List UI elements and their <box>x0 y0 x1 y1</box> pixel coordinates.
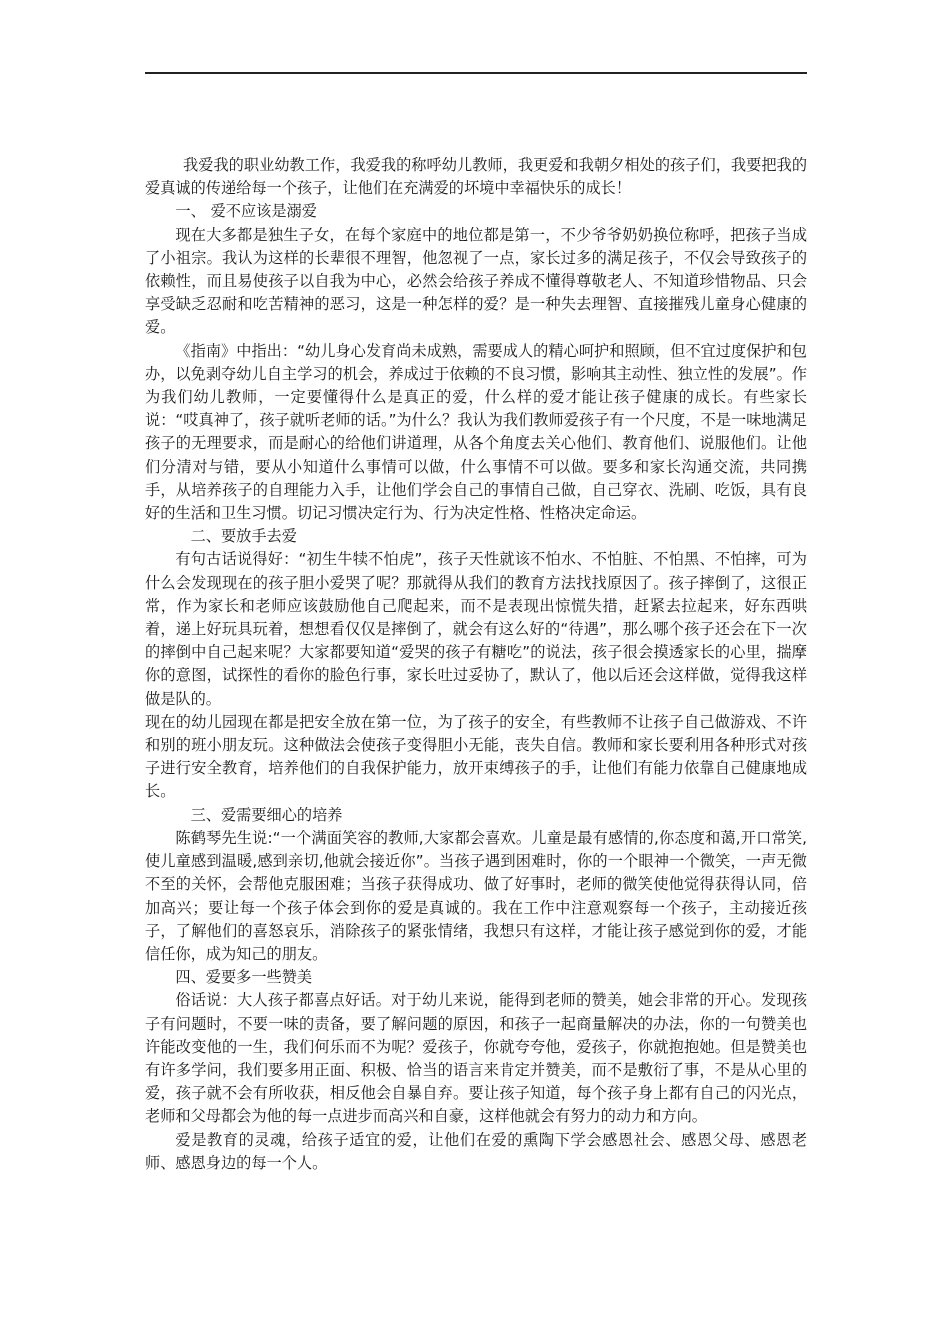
header-rule <box>145 72 807 74</box>
body-paragraph: 俗话说：大人孩子都喜点好话。对于幼儿来说，能得到老师的赞美，她会非常的开心。发现孩子有问题时，不要一味的责备，要了解问题的原因，和孩子一起商量解决的办法，你的一句赞美也许能改变他的一生，我们何乐而不为呢？爱孩子，你就夸夸他，爱孩子，你就抱抱她。但是赞美也有许多学问，我们要多用正面、积极、恰当的语言来肯定并赞美，而不是敷衍了事，不是从心里的爱，孩子就不会有所收获，相反他会自暴自弃。要让孩子知道，每个孩子身上都有自己的闪光点，老师和父母都会为他的每一点进步而高兴和自豪，这样他就会有努力的动力和方向。 <box>145 991 807 1126</box>
section-heading-2: 二、要放手去爱 <box>190 527 297 546</box>
closing-paragraph: 爱是教育的灵魂，给孩子适宜的爱，让他们在爱的熏陶下学会感恩社会、感恩父母、感恩老师、感恩身边的每一个人。 <box>145 1130 807 1172</box>
body-paragraph: 陈鹤琴先生说:“一个满面笑容的教师,大家都会喜欢。儿童是最有感情的,你态度和蔼,开口常笑,使儿童感到温暖,感到亲切,他就会接近你”。当孩子遇到困难时，你的一个眼神一个微笑，一声无微不至的关怀，会帮他克服困难；当孩子获得成功、做了好事时，老师的微笑使他觉得获得认同，倍加高兴；要让每一个孩子体会到你的爱是真诚的。我在工作中注意观察每一个孩子，主动接近孩子，了解他们的喜怒哀乐，消除孩子的紧张情绪，我想只有这样，才能让孩子感觉到你的爱，才能信任你，成为知己的朋友。 <box>145 828 807 963</box>
section-heading-1: 一、 爱不应该是溺爱 <box>175 202 317 221</box>
body-paragraph: 有句古话说得好：“初生牛犊不怕虎”，孩子天性就该不怕水、不怕脏、不怕黑、不怕摔，可为什么会发现现在的孩子胆小爱哭了呢？那就得从我们的教育方法找找原因了。孩子摔倒了，这很正常，作为家长和老师应该鼓励他自己爬起来，而不是表现出惊慌失措，赶紧去拉起来，好东西哄着，递上好玩具玩着，想想看仅仅是摔倒了，就会有这么好的“待遇”，那么哪个孩子还会在下一次的摔倒中自己起来呢？大家都要知道“爱哭的孩子有糖吃”的说法，孩子很会摸透家长的心里，揣摩你的意图，试探性的看你的脸色行事，家长吐过妥协了，默认了，他以后还会这样做，觉得我这样做是队的。 <box>145 550 807 708</box>
document-body <box>145 154 807 1175</box>
body-paragraph: 《指南》中指出：“幼儿身心发育尚未成熟，需要成人的精心呵护和照顾，但不宜过度保护和包办，以免剥夺幼儿自主学习的机会，养成过于依赖的不良习惯，影响其主动性、独立性的发展”。作为我们幼儿教师，一定要懂得什么是真正的爱，什么样的爱才能让孩子健康的成长。有些家长说：“哎真神了，孩子就听老师的话。”为什么？我认为我们教师爱孩子有一个尺度，不是一味地满足孩子的无理要求，而是耐心的给他们讲道理，从各个角度去关心他们、教育他们、说服他们。让他们分清对与错，要从小知道什么事情可以做，什么事情不可以做。要多和家长沟通交流，共同携手，从培养孩子的自理能力入手，让他们学会自己的事情自己做，自己穿衣、洗刷、吃饭，具有良好的生活和卫生习惯。切记习惯决定行为、行为决定性格、性格决定命运。 <box>145 341 807 523</box>
section-heading-4: 四、爱要多一些赞美 <box>175 968 313 987</box>
body-paragraph: 现在的幼儿园现在都是把安全放在第一位，为了孩子的安全，有些教师不让孩子自己做游戏、不许和别的班小朋友玩。这种做法会使孩子变得胆小无能，丧失自信。教师和家长要利用各种形式对孩子进行安全教育，培养他们的自我保护能力，放开束缚孩子的手，让他们有能力依靠自己健康地成长。 <box>145 712 807 801</box>
intro-paragraph: 我爱我的职业幼教工作，我爱我的称呼幼儿教师，我更爱和我朝夕相处的孩子们，我要把我的爱真诚的传递给每一个孩子，让他们在充满爱的坏境中幸福快乐的成长！ <box>145 156 807 198</box>
body-paragraph: 现在大多都是独生子女，在每个家庭中的地位都是第一，不少爷爷奶奶换位称呼，把孩子当成了小祖宗。我认为这样的长辈很不理智，他忽视了一点，家长过多的满足孩子，不仅会导致孩子的依赖性，而且易使孩子以自我为中心，必然会给孩子养成不懂得尊敬老人、不知道珍惜物品、只会享受缺乏忍耐和吃苦精神的恶习，这是一种怎样的爱？是一种失去理智、直接摧残儿童身心健康的爱。 <box>145 225 807 337</box>
section-heading-3: 三、爱需要细心的培养 <box>190 805 343 824</box>
